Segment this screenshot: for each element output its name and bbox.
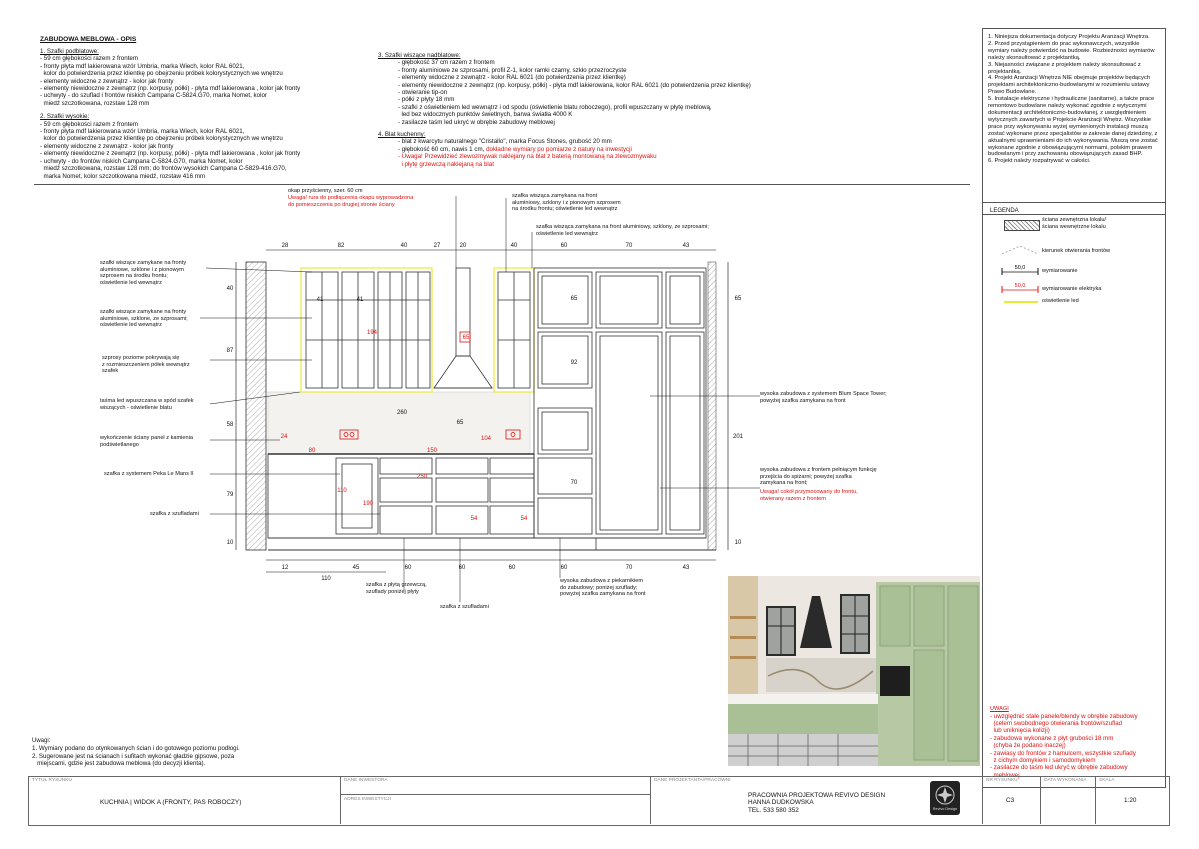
svg-text:70: 70 xyxy=(570,480,578,486)
callout-upper-cabinets-szprosy: szafki wiszące zamykane na fronty aluminiowe, szklone, ze szprosami; oświetlenie led wewnątrz xyxy=(100,309,188,329)
drawing-scale: 1:20 xyxy=(1124,797,1137,804)
uwagi-line: - zasilacze do taśm led ukryć w obrębie zabudowy xyxy=(990,764,1128,772)
callout-hob: szafka z płytą grzewczą, szuflady poniżej płyty xyxy=(366,582,427,595)
designer-phone: TEL. 533 580 352 xyxy=(748,806,799,814)
callout-hood-warning: Uwaga! rura do podłączenia okapu wyprowadzona do pomieszczenia po drugiej stronie ściany xyxy=(288,195,414,208)
section-line: miedź szczotkowana, rozstaw 128 mm xyxy=(40,99,150,107)
legend-label: oświetlenie led xyxy=(1042,298,1079,304)
svg-text:10: 10 xyxy=(734,540,742,546)
field-header: DATA WYKONANIA xyxy=(1044,778,1087,783)
section-line: - głębokość 60 cm, nawis 1 cm, dokładne wymiary po pomiarze z natury na inwestycji xyxy=(398,145,632,153)
field-header: DANE PROJEKTANTA/PRACOWNI xyxy=(654,778,731,783)
section-line: - 59 cm głębokości razem z frontem xyxy=(40,120,139,128)
legend-label: wymiarowanie xyxy=(1042,268,1078,274)
svg-text:58: 58 xyxy=(226,422,234,428)
section-heading: 3. Szafki wiszące nadblatowe: xyxy=(378,52,461,59)
svg-text:201: 201 xyxy=(732,434,744,440)
svg-text:60: 60 xyxy=(508,565,516,571)
studio-name: PRACOWNIA PROJEKTOWA REVIVO DESIGN xyxy=(748,792,886,799)
svg-text:40: 40 xyxy=(510,243,518,249)
section-line: - elementy widoczne z zewnątrz - kolor jak fronty xyxy=(40,142,174,150)
uwagi-line: (celem swobodnego otwierania frontów/szuflad xyxy=(990,720,1123,727)
svg-text:41: 41 xyxy=(316,297,324,303)
note-item: 6. Projekt należy rozpatrywać w całości. xyxy=(988,158,1091,165)
section-line: - elementy niewidoczne z zewnątrz (np. korpusy, półki) - płyta mdf lakierowana , kolor jak fronty xyxy=(40,150,301,158)
opening-direction-icon xyxy=(1000,244,1040,256)
lower-cabinets xyxy=(268,454,534,538)
section-line: - uchwyty - do szuflad i frontów niskich Campana C-5824.G70, marka Nomet, kolor xyxy=(40,92,267,100)
uwagi-title: UWAGI xyxy=(990,706,1009,712)
designer-name: HANNA DUDKOWSKA xyxy=(748,799,814,807)
svg-text:82: 82 xyxy=(337,243,345,249)
callout-pantry-warning: Uwaga! cokół przymocowany do frontu, otwierany razem z frontem xyxy=(760,489,858,502)
callout-peka: szafka z systemem Peka Le Mans II xyxy=(104,471,194,477)
section-line: - elementy widoczne z zewnątrz - kolor jak fronty xyxy=(40,77,174,85)
callout-led-tape: taśma led wpuszczana w spód szafek wiszących - oświetlenie blatu xyxy=(100,398,194,411)
callout-drawers: szafka z szufladami xyxy=(150,511,199,517)
callout-upper-right-2: szafka wisząca zamykana na front aluminiowy, szklony, ze szprosami; oświetlenie led wewnątrz xyxy=(536,224,709,237)
note-item: 4. Projekt Aranżacji Wnętrza NIE obejmuje projektów będących projektami architektoniczno-budowlanymi w rozumieniu ustawy Prawo Budowlane. xyxy=(988,75,1151,96)
section-line: - fronty płyta mdf lakierowana wzór Umbria, marka Wiech, kolor RAL 6021, xyxy=(40,128,245,136)
svg-text:60: 60 xyxy=(560,243,568,249)
dimension-sample-icon xyxy=(1000,262,1040,276)
legend-title: LEGENDA xyxy=(990,208,1019,214)
wall-hatch-icon xyxy=(1004,220,1040,231)
svg-text:92: 92 xyxy=(570,360,578,366)
upper-cabinet-right xyxy=(494,268,534,392)
field-header: NR RYSUNKU xyxy=(986,778,1018,783)
svg-text:110: 110 xyxy=(321,576,331,582)
callout-space-tower: wysoka zabudowa z systemem Blum Space Tower; powyżej szafka zamykana na front xyxy=(760,391,887,404)
note-item: 5. Instalacje elektryczne i hydrauliczne (sanitarne), a także prace remontowo budowlane należy wykonać zgodnie z wytycznymi dokumentacji architektoniczno-budowlanej, z uwzględnieniem wytycznych zawartych w Projekcie Aranżacji Wnętrz. Wszystkie prace przy wykonywaniu wyżej wymienionych instalacji muszą zostać wykonane przez specjalistów w zakresie danej dziedziny, z aktualnymi uprawnieniami do ich wykonywania. Muszą one zostać wykonane zgodnie z obowiązującymi normami, polskim prawem budowlanym i przy zachowaniu obowiązujących zasad BHP. xyxy=(988,96,1158,158)
uwagi-line: - zabudowa wykonane z płyt grubości 18 mm xyxy=(990,734,1114,742)
studio-logo: Revivo Design xyxy=(930,781,960,815)
hood xyxy=(434,268,492,388)
svg-text:65: 65 xyxy=(456,420,464,426)
uwagi-line: lub uniknięcia kolizji) xyxy=(990,727,1050,735)
uwagi-line: - uwzględnić stałe panele/blendy w obrębie zabudowy xyxy=(990,712,1138,720)
section-heading: 2. Szafki wysokie: xyxy=(40,113,90,121)
section-line: - elementy niewidoczne z zewnątrz (np. korpusy, półki) - płyta mdf lakierowana, kolor RAL 6021 (do potwierdzenia przez klientkę) xyxy=(398,81,751,89)
field-header: ADRES INWESTYCJI xyxy=(344,797,391,802)
svg-text:79: 79 xyxy=(226,492,234,498)
svg-text:27: 27 xyxy=(433,243,441,249)
callout-szprosy-poziome: szprosy poziome pokrywają się z rozmieszczeniem półek wewnątrz szafek xyxy=(102,355,190,375)
tall-cabinets xyxy=(534,268,706,550)
uwagi-line: 2. Sugerowane jest na ścianach i sufitach wykonać gładzie gipsowe, poza xyxy=(32,752,235,760)
section-line: marka Nomet, kolor szczotkowana miedź, rozstaw 416 mm xyxy=(40,172,206,180)
svg-text:80: 80 xyxy=(308,448,316,454)
svg-text:87: 87 xyxy=(226,348,234,354)
section-line: - blat z kwarcytu naturalnego "Cristallo", marka Focus Stones, grubość 20 mm xyxy=(398,138,612,146)
field-header: SKALA xyxy=(1099,778,1115,783)
callout-hood: okap przyścienny, szer. 60 cm xyxy=(288,188,363,194)
note-item: 1. Niniejsza dokumentacja dotyczy Projektu Aranżacji Wnętrza. xyxy=(988,34,1150,40)
studio-info xyxy=(748,792,885,814)
legend-label: wymiarowanie elektryka xyxy=(1042,286,1102,292)
field-header: DANE INWESTORA xyxy=(344,778,388,783)
drawing-number: C3 xyxy=(1006,797,1015,804)
section-line: - fronty aluminiowe ze szprosami, profil Z-1, kolor ramki czarny, szkło przezroczyste xyxy=(398,66,627,74)
svg-text:54: 54 xyxy=(470,516,478,522)
callout-upper-cabinets-pion: szafki wiszące zamykane na fronty aluminiowe, szklone i z pionowym szprosem na środku frontu; oświetlenie led wewnątrz xyxy=(100,260,187,286)
svg-text:260: 260 xyxy=(396,410,408,416)
svg-text:70: 70 xyxy=(625,565,633,571)
section-line: kolor do potwierdzenia przez klientkę po obejrzeniu próbek kolorystycznych we wnętrzu xyxy=(40,70,283,78)
uwagi-line: meblowej xyxy=(990,771,1020,779)
stone-panel xyxy=(268,392,530,454)
section-line: - fronty płyta mdf lakierowana wzór Umbria, marka Wiech, kolor RAL 6021, xyxy=(40,62,245,70)
svg-text:110: 110 xyxy=(337,488,347,494)
description-title: ZABUDOWA MEBLOWA - OPIS xyxy=(40,36,137,43)
svg-text:65: 65 xyxy=(734,296,742,302)
left-wall-hatch xyxy=(246,262,266,550)
callout-pantry: wysoka zabudowa z frontem pełniącym funkcję przejścia do spiżarni; powyżej szafka zamykana na front; xyxy=(760,467,877,487)
uwagi-right xyxy=(990,706,1165,779)
section-line: - szafki z oświetleniem led wewnątrz i od spodu (oświetlenie blatu roboczego), profil wpuszczany w płytę meblową, xyxy=(398,103,712,111)
svg-text:250: 250 xyxy=(416,474,428,480)
svg-text:60: 60 xyxy=(404,565,412,571)
uwagi-line: - zawiasy do frontów z hamulcem, wszystkie szuflady xyxy=(990,749,1136,757)
svg-text:40: 40 xyxy=(226,286,234,292)
note-item: 2. Przed przystąpieniem do prac wykonawczych, wszystkie wymiary należy potwierdzić na budowie. Rozbieżności wymiarów należy skonsultować z projektantką. xyxy=(988,40,1155,61)
svg-text:24: 24 xyxy=(280,434,288,440)
callout-oven: wysoka zabudowa z piekarnikiem do zabudowy; poniżej szuflady; powyżej szafka zamykana na front xyxy=(560,578,646,598)
uwagi-line: 1. Wymiary podano do otynkowanych ścian i do gotowego poziomu podłogi. xyxy=(32,745,240,753)
svg-text:50,0: 50,0 xyxy=(1014,265,1026,271)
svg-text:65: 65 xyxy=(570,296,578,302)
uwagi-left xyxy=(32,738,240,767)
svg-text:194: 194 xyxy=(366,330,378,336)
section-line: - otwieranie tip-on xyxy=(398,89,448,97)
field-header: TYTUŁ RYSUNKU xyxy=(32,778,72,783)
electric-dimension-icon xyxy=(1000,280,1040,294)
svg-text:20: 20 xyxy=(459,243,467,249)
drawing-title: KUCHNIA | WIDOK A (FRONTY, PAS ROBOCZY) xyxy=(100,799,242,806)
uwagi-title: Uwagi: xyxy=(32,738,51,744)
section-heading: 1. Szafki podblatowe: xyxy=(40,48,99,55)
general-notes xyxy=(988,34,1160,165)
led-line-icon xyxy=(1004,301,1038,303)
note-item: 3. Niejasności związane z projektem należy skonsultować z projektantką. xyxy=(988,61,1141,75)
svg-text:50,0: 50,0 xyxy=(1014,283,1026,289)
svg-text:43: 43 xyxy=(682,243,690,249)
section-line: led bez widocznych punktów świetlnych, barwa światła 4000 K xyxy=(398,111,573,119)
svg-text:150: 150 xyxy=(426,448,438,454)
callout-stone-panel: wykończenie ściany panel z kamienia podświetlanego xyxy=(100,435,193,448)
svg-text:60: 60 xyxy=(560,565,568,571)
section-line-red: - Uwaga! Przewidzieć zlewozmywak naklejany na blat z baterią montowaną na zlewozmywaku xyxy=(398,153,657,161)
svg-text:104: 104 xyxy=(480,436,492,442)
svg-text:10: 10 xyxy=(226,540,234,546)
svg-text:40: 40 xyxy=(400,243,408,249)
section-line: - zasilacze taśm led ukryć w obrębie zabudowy meblowej xyxy=(398,118,555,126)
svg-text:60: 60 xyxy=(458,565,466,571)
svg-text:41: 41 xyxy=(356,297,364,303)
svg-text:65: 65 xyxy=(462,335,470,341)
callout-upper-right: szafka wisząca zamykana na front aluminiowy, szklony i z pionowym szprosem na środku frontu; oświetlenie led wewnątrz xyxy=(512,193,621,213)
svg-text:70: 70 xyxy=(625,243,633,249)
uwagi-line: miejscami, gdzie jest zabudowa meblowa (do decyzji klienta). xyxy=(32,760,206,768)
uwagi-line: z cichym domykiem i samodomykiem xyxy=(990,757,1096,765)
section-heading: 4. Blat kuchenny: xyxy=(378,131,426,139)
section-line: - półki z płyty 18 mm xyxy=(398,96,455,104)
right-wall-hatch xyxy=(708,262,716,550)
section-line: - głębokość 37 cm razem z frontem xyxy=(398,59,495,67)
legend-label: ściana zewnętrzna lokalu/ ściana wewnętrzne lokalu xyxy=(1042,217,1107,230)
svg-text:54: 54 xyxy=(520,516,528,522)
section-line: - elementy niewidoczne z zewnątrz (np. korpusy, półki) - płyta mdf lakierowana , kolor jak fronty xyxy=(40,85,301,93)
svg-text:12: 12 xyxy=(281,565,289,571)
divider xyxy=(982,202,1166,203)
callout-drawers-bottom: szafka z szufladami xyxy=(440,604,489,610)
section-line: - 59 cm głębokości razem z frontem xyxy=(40,55,139,63)
uwagi-line: (chyba że podano inaczej) xyxy=(990,742,1066,750)
svg-text:28: 28 xyxy=(281,243,289,249)
svg-text:190: 190 xyxy=(362,501,374,507)
section-line: miedź szczotkowana, rozstaw 128 mm; do frontów wysokich Campana C-5829-416.G70, xyxy=(40,165,287,173)
section-line: kolor do potwierdzenia przez klientkę po obejrzeniu próbek kolorystycznych we wnętrzu xyxy=(40,135,283,143)
divider xyxy=(982,214,1166,215)
section-line: - elementy widoczne z zewnątrz - kolor RAL 6021 (do potwierdzenia przez klientkę) xyxy=(398,74,626,82)
svg-text:43: 43 xyxy=(682,565,690,571)
section-line: - uchwyty - do frontów niskich Campana C-5824.G70, marka Nomet, kolor xyxy=(40,157,243,165)
section-line-red: i płytę grzewczą naklejaną na blat xyxy=(398,160,494,168)
svg-text:45: 45 xyxy=(352,565,360,571)
legend-label: kierunek otwierania frontów xyxy=(1042,248,1111,254)
